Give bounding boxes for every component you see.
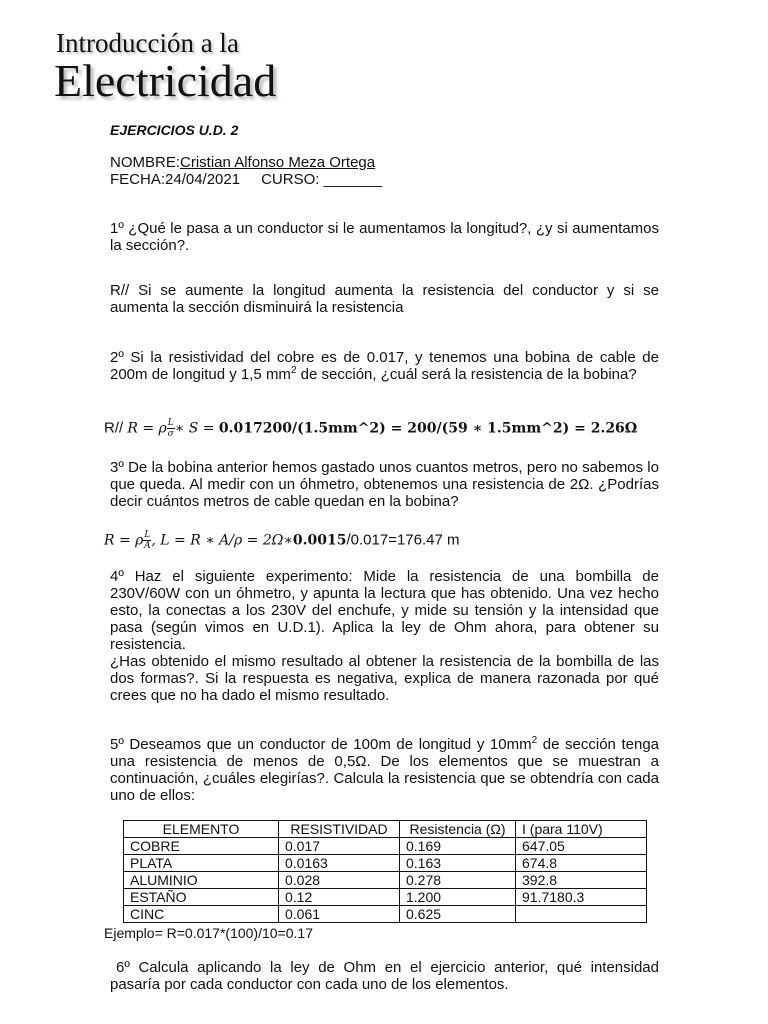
- table-cell: 0.278: [400, 872, 516, 889]
- table-row: [124, 855, 647, 872]
- example-note: Ejemplo= R=0.017*(100)/10=0.17: [104, 925, 313, 941]
- answer-1: R// Si se aumente la longitud aumenta la resistencia del conductor y si se aumenta la sección disminuirá la resistencia: [110, 282, 659, 316]
- fraction: $\frac{L}{A}$: [144, 530, 151, 551]
- answer-3-formula: R = ρ $\frac{L}{A}$ , L = R ∗ A/ρ = 2Ω∗0.0015/0.017=176.47 m: [104, 530, 460, 551]
- table-header-cell: ELEMENTO: [124, 821, 279, 838]
- table-header-cell: Resistencia (Ω): [400, 821, 516, 838]
- table-cell: [516, 906, 647, 923]
- curso-value: _______: [323, 171, 383, 188]
- question-2: 2º Si la resistividad del cobre es de 0.017, y tenemos una bobina de cable de 200m de longitud y 1,5 $mm^2$ de sección, ¿cuál será la resistencia de la bobina?: [110, 349, 659, 383]
- fecha-value: 24/04/2021: [165, 171, 241, 188]
- table-cell: CINC: [124, 906, 279, 923]
- logo-title-line2: Electricidad: [54, 55, 277, 106]
- table-row: [124, 838, 647, 855]
- table-cell: 647.05: [516, 838, 647, 855]
- table-cell: ESTAÑO: [124, 889, 279, 906]
- table-header-cell: I (para 110V): [516, 821, 647, 838]
- table-cell: 0.163: [400, 855, 516, 872]
- table-cell: 0.017: [279, 838, 400, 855]
- table-cell: 392.8: [516, 872, 647, 889]
- table-cell: 0.028: [279, 872, 400, 889]
- table-cell: PLATA: [124, 855, 279, 872]
- table-cell: 0.0163: [279, 855, 400, 872]
- resistivity-table: [123, 820, 647, 923]
- question-6: 6º Calcula aplicando la ley de Ohm en el ejercicio anterior, qué intensidad pasaría por cada conductor con cada uno de los elementos.: [110, 959, 659, 993]
- answer-2-prefix: R//: [104, 419, 124, 437]
- fecha-label: FECHA:: [110, 171, 166, 188]
- fraction: $\frac{L}{\sigma}$: [167, 418, 174, 439]
- table-cell: 674.8: [516, 855, 647, 872]
- date-course-line: [110, 171, 382, 188]
- table-row: [124, 889, 647, 906]
- table-cell: 91.7180.3: [516, 889, 647, 906]
- table-cell: COBRE: [124, 838, 279, 855]
- question-3: 3º De la bobina anterior hemos gastado unos cuantos metros, pero no sabemos lo que queda. Al medir con un óhmetro, obtenemos una resistencia de 2Ω. ¿Podrías decir cuántos metros de cable quedan en la bobina?: [110, 459, 659, 510]
- table-cell: 0.625: [400, 906, 516, 923]
- question-4: 4º Haz el siguiente experimento: Mide la resistencia de una bombilla de 230V/60W con un óhmetro, y apunta la lectura que has obtenido. Una vez hecho esto, la conectas a los 230V del enchufe, y mide su tensión y la intensidad que pasa (según vimos en U.D.1). Aplica la ley de Ohm ahora, para obtener su resistencia. ¿Has obtenido el mismo resultado al obtener la resistencia de la bombilla de las dos formas?. Si la respuesta es negativa, explica de manera razonada por qué crees que no ha dado el mismo resultado.: [110, 568, 659, 704]
- table-cell: 1.200: [400, 889, 516, 906]
- table-cell: ALUMINIO: [124, 872, 279, 889]
- question-1: 1º ¿Qué le pasa a un conductor si le aumentamos la longitud?, ¿y si aumentamos la sección?.: [110, 220, 659, 254]
- name-label: NOMBRE:: [110, 154, 181, 171]
- table-header-cell: RESISTIVIDAD: [279, 821, 400, 838]
- table-cell: 0.12: [279, 889, 400, 906]
- document-logo: [54, 28, 277, 106]
- answer-2-formula: R// R = ρ $\frac{L}{\sigma}$ ∗ S = 0.017200/(1.5mm^2) = 200/(59 ∗ 1.5mm^2) = 2.26Ω: [104, 418, 638, 439]
- table-cell: 0.169: [400, 838, 516, 855]
- table-row: [124, 872, 647, 889]
- table-cell: 0.061: [279, 906, 400, 923]
- name-line: [110, 154, 562, 171]
- question-5: 5º Deseamos que un conductor de 100m de longitud y $10mm^2$ de sección tenga una resistencia de menos de 0,5Ω. De los elementos que se muestran a continuación, ¿cuáles elegirías?. Calcula la resistencia que se obtendría con cada uno de ellos:: [110, 735, 659, 804]
- curso-label: CURSO:: [261, 171, 320, 188]
- table-header-row: [124, 821, 647, 838]
- name-value: Cristian Alfonso Meza Ortega: [180, 154, 376, 171]
- page-heading: EJERCICIOS U.D. 2: [110, 122, 239, 138]
- logo-title-line1: Introducción a la: [56, 28, 239, 58]
- table-row: [124, 906, 647, 923]
